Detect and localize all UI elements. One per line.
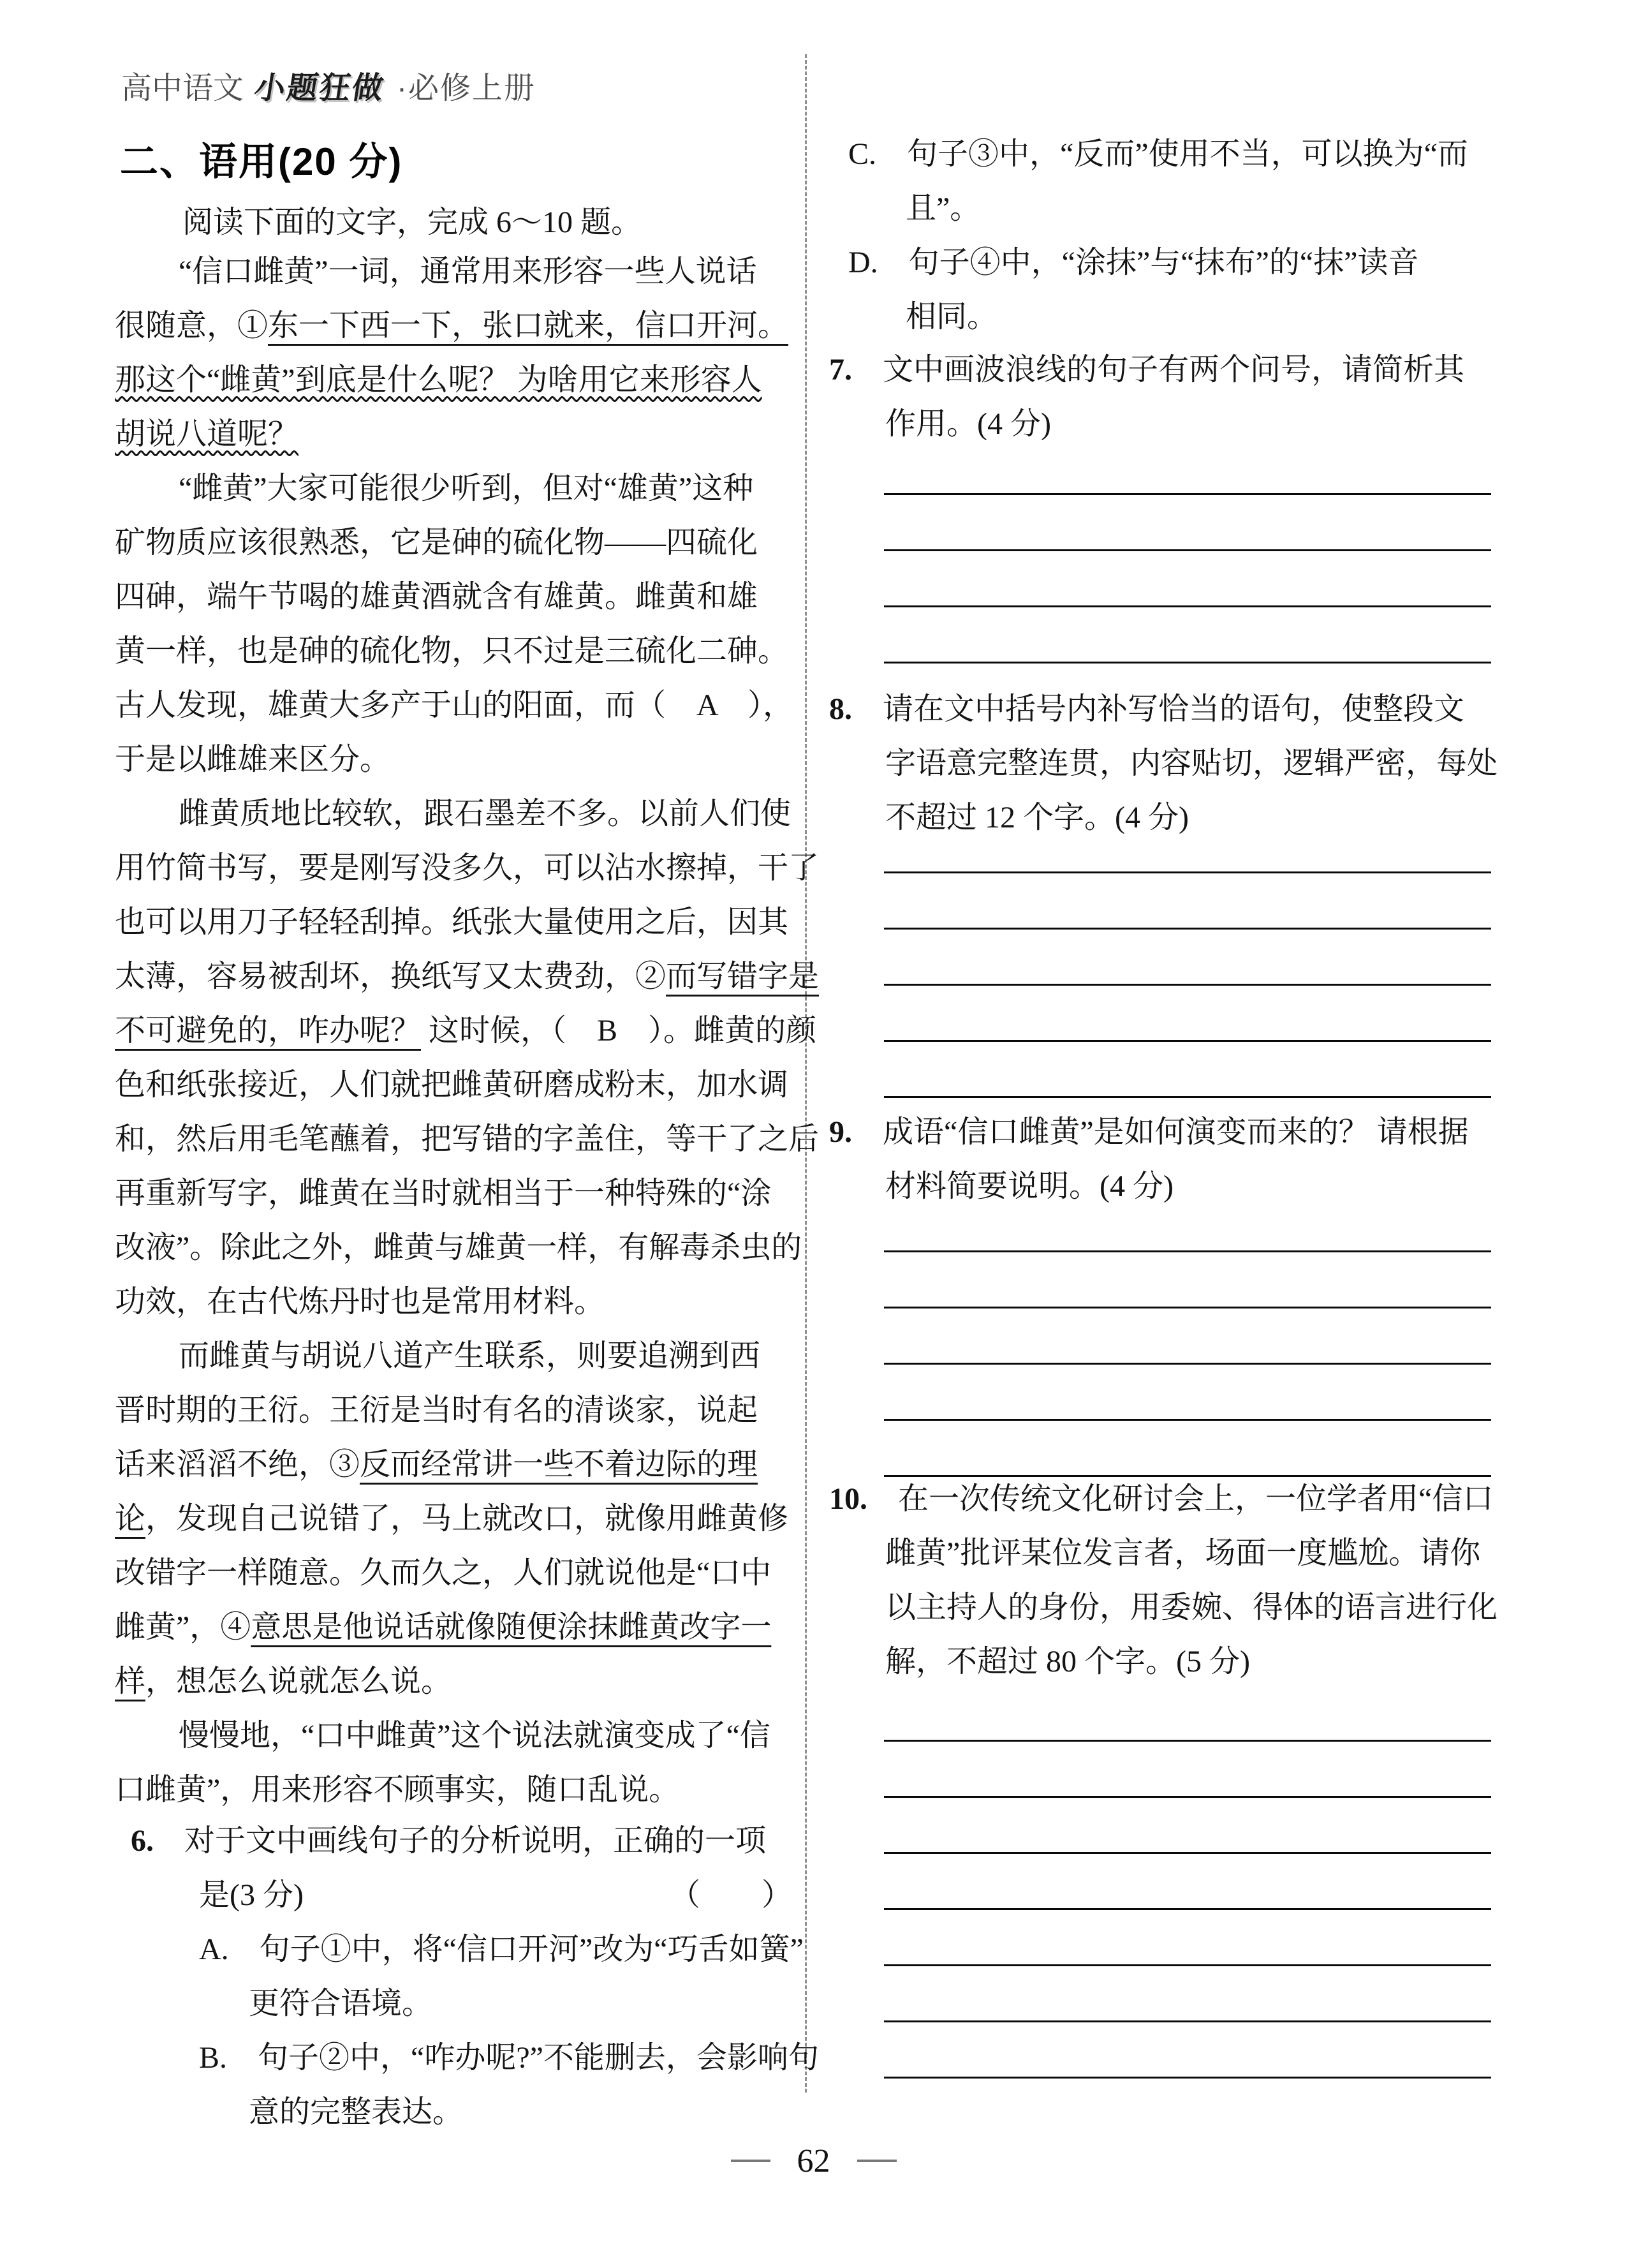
- text-line: [829, 127, 1557, 181]
- text-line: [115, 895, 792, 949]
- text-segment: 慢慢地，“口中雌黄”这个说法就演变成了“信: [179, 1719, 770, 1753]
- text-line: [829, 1526, 1557, 1580]
- text-segment: 晋时期的王衍。王衍是当时有名的清谈家，说起: [115, 1393, 758, 1427]
- text-segment: A. 句子①中，将“信口开河”改为“巧舌如簧”: [199, 1932, 804, 1966]
- text-line: [115, 1922, 804, 1976]
- passage-paragraph: [115, 1329, 792, 1708]
- text-line: [829, 290, 1557, 344]
- text-line: [115, 841, 820, 895]
- answer-line: [884, 1742, 1491, 1798]
- text-segment: 意的完整表达。: [249, 2095, 464, 2129]
- text-segment: 成语“信口雌黄”是如何演变而来的？ 请根据: [883, 1115, 1469, 1149]
- volume-label: ·必修上册: [397, 71, 536, 105]
- text-segment: 四砷，端午节喝的雄黄酒就含有雄黄。雌黄和雄: [115, 580, 758, 614]
- answer-choice-bracket: （ ）: [669, 1878, 792, 1912]
- text-line: [115, 1763, 792, 1817]
- underlined-text: 不可避免的，咋办呢？: [115, 1014, 422, 1048]
- question-7-answer-area: [884, 439, 1491, 663]
- text-line: [115, 1004, 817, 1058]
- column-divider: [805, 54, 807, 2093]
- page-header: [121, 63, 536, 107]
- answer-line: [884, 495, 1491, 551]
- text-segment: 改液”。除此之外，雌黄与雄黄一样，有解毒杀虫的: [115, 1231, 802, 1264]
- text-line: [115, 949, 820, 1004]
- passage-intro: 阅读下面的文字，完成 6～10 题。: [182, 205, 642, 239]
- text-segment: “雌黄”大家可能很少听到，但对“雄黄”这种: [179, 471, 754, 505]
- text-segment: 矿物质应该很熟悉，它是砷的硫化物——四硫化: [115, 526, 758, 560]
- text-segment: 且”。: [906, 191, 981, 225]
- question-9-answer-area: [884, 1196, 1491, 1477]
- answer-line: [884, 1365, 1491, 1421]
- text-segment: 雌黄”，④: [115, 1610, 251, 1644]
- text-line: [829, 1634, 1557, 1689]
- text-segment: 不超过 12 个字。(4 分): [885, 801, 1189, 834]
- answer-line: [884, 1308, 1491, 1365]
- text-line: [115, 461, 792, 515]
- text-line: [829, 235, 1557, 290]
- text-segment: 这时候，（ B ）。雌黄的颜: [421, 1014, 817, 1048]
- text-segment: 和，然后用毛笔蘸着，把写错的字盖住，等干了之后: [115, 1122, 820, 1156]
- question-6: [115, 1814, 819, 2139]
- text-segment: 更符合语境。: [249, 1987, 433, 2020]
- answer-line: [884, 817, 1491, 873]
- passage-paragraph: [115, 787, 820, 1329]
- text-line: [115, 732, 792, 787]
- text-segment: C. 句子③中，“反而”使用不当，可以换为“而: [848, 137, 1468, 171]
- reading-passage: [115, 244, 820, 1817]
- text-segment: ，想怎么说就怎么说。: [145, 1664, 452, 1698]
- text-line: [115, 570, 792, 624]
- text-segment: D. 句子④中，“涂抹”与“抹布”的“抹”读音: [848, 246, 1419, 279]
- text-line: [115, 353, 792, 407]
- text-segment: 雌黄”批评某位发言者，场面一度尴尬。请你: [885, 1536, 1481, 1570]
- page-footer: [0, 2138, 1627, 2183]
- question-number: 8.: [829, 692, 883, 726]
- text-line: [115, 678, 792, 732]
- text-line: [829, 1580, 1557, 1634]
- answer-line: [884, 873, 1491, 930]
- answer-line: [884, 1252, 1491, 1308]
- text-segment: 而雌黄与胡说八道产生联系，则要追溯到西: [179, 1339, 761, 1373]
- answer-line: [884, 439, 1491, 495]
- answer-line: [884, 551, 1491, 607]
- text-segment: 字语意完整连贯，内容贴切，逻辑严密，每处: [885, 746, 1498, 780]
- text-line: [115, 1654, 792, 1708]
- answer-line: [884, 1798, 1491, 1854]
- text-segment: 在一次传统文化研讨会上，一位学者用“信口: [898, 1482, 1494, 1516]
- text-line: [115, 1976, 792, 2031]
- text-line: [829, 1105, 1557, 1159]
- text-line: [115, 515, 792, 570]
- text-segment: 太薄，容易被刮坏，换纸写又太费劲，②: [115, 960, 666, 993]
- text-line: [115, 1600, 792, 1654]
- answer-line: [884, 607, 1491, 663]
- text-segment: 于是以雌雄来区分。: [115, 743, 391, 776]
- text-segment: 作用。(4 分): [885, 407, 1051, 441]
- underlined-text: 样: [115, 1664, 146, 1698]
- text-line: [829, 181, 1557, 235]
- text-line: [115, 1329, 792, 1383]
- text-segment: 再重新写字，雌黄在当时就相当于一种特殊的“涂: [115, 1176, 772, 1210]
- answer-line: [884, 1686, 1491, 1742]
- text-line: [115, 1166, 792, 1220]
- underlined-text: 反而经常讲一些不着边际的理: [360, 1448, 758, 1481]
- text-line: [115, 1220, 802, 1275]
- answer-line: [884, 1854, 1491, 1910]
- text-line: [115, 787, 792, 841]
- answer-line: [884, 1966, 1491, 2022]
- wavy-underlined-text: 胡说八道呢？: [115, 417, 299, 451]
- text-segment: 色和纸张接近，人们就把雌黄研磨成粉末，加水调: [115, 1068, 789, 1102]
- section-title: 二、语用(20 分): [120, 140, 403, 183]
- text-line: [115, 1437, 792, 1492]
- text-segment: B. 句子②中，“咋办呢?”不能删去，会影响句: [199, 2041, 819, 2075]
- question-10: [829, 1472, 1557, 1689]
- text-line: [115, 1383, 792, 1437]
- underlined-text: 意思是他说话就像随便涂抹雌黄改字一: [251, 1610, 772, 1644]
- text-segment: 解，不超过 80 个字。(5 分): [885, 1645, 1250, 1679]
- text-segment: 是(3 分): [199, 1878, 304, 1912]
- question-number: 9.: [829, 1115, 883, 1149]
- text-line: [829, 343, 1557, 397]
- answer-line: [884, 1042, 1491, 1098]
- wavy-underlined-text: 那这个“雌黄”到底是什么呢？ 为啥用它来形容人: [115, 363, 762, 397]
- text-segment: “信口雌黄”一词，通常用来形容一些人说话: [179, 255, 757, 288]
- text-segment: 功效，在古代炼丹时也是常用材料。: [115, 1285, 605, 1319]
- text-segment: 口雌黄”，用来形容不顾事实，随口乱说。: [115, 1773, 680, 1807]
- answer-line: [884, 2022, 1491, 2079]
- option-c: [829, 127, 1557, 235]
- text-segment: 很随意，①: [115, 309, 269, 343]
- text-line: [115, 1546, 792, 1600]
- option-d: [829, 235, 1557, 344]
- text-segment: 请在文中括号内补写恰当的语句，使整段文: [883, 692, 1465, 726]
- text-line: [115, 624, 792, 678]
- text-line: [115, 1112, 820, 1166]
- text-line: [115, 299, 792, 353]
- text-segment: 黄一样，也是砷的硫化物，只不过是三硫化二砷。: [115, 634, 789, 668]
- footer-dash-right: [857, 2160, 897, 2162]
- underlined-text: 东一下西一下，张口就来，信口开河。: [268, 309, 789, 343]
- passage-paragraph: [115, 461, 792, 787]
- text-line: [115, 1868, 792, 1922]
- passage-paragraph: [115, 1708, 792, 1817]
- course-label: 高中语文: [121, 71, 244, 105]
- text-line: [829, 1472, 1557, 1526]
- question-8-answer-area: [884, 817, 1491, 1098]
- question-number: 10.: [829, 1482, 899, 1516]
- text-segment: 话来滔滔不绝，③: [115, 1448, 360, 1481]
- answer-line: [884, 930, 1491, 986]
- underlined-text: 而写错字是: [666, 960, 820, 993]
- page-number: 62: [797, 2142, 830, 2179]
- text-segment: 古人发现，雄黄大多产于山的阳面，而（ A ），: [115, 688, 794, 722]
- text-line: [115, 2031, 819, 2085]
- text-segment: 以主持人的身份，用委婉、得体的语言进行化: [885, 1590, 1498, 1624]
- answer-line: [884, 1421, 1491, 1477]
- text-line: [115, 2085, 792, 2139]
- text-segment: ，发现自己说错了，马上就改口，就像用雌黄修: [145, 1502, 789, 1536]
- text-line: [829, 736, 1557, 790]
- text-line: [115, 1814, 792, 1868]
- text-segment: 改错字一样随意。久而久之，人们就说他是“口中: [115, 1556, 772, 1590]
- text-segment: 雌黄质地比较软，跟石墨差不多。以前人们使: [179, 797, 791, 831]
- text-line: [115, 1708, 792, 1763]
- text-segment: 材料简要说明。(4 分): [885, 1169, 1174, 1203]
- text-segment: 对于文中画线句子的分析说明，正确的一项: [184, 1824, 767, 1858]
- question-number: 6.: [131, 1824, 185, 1858]
- text-line: [115, 1275, 792, 1329]
- text-segment: 文中画波浪线的句子有两个问号，请简析其: [883, 353, 1465, 387]
- passage-paragraph: [115, 244, 792, 461]
- text-line: [115, 1058, 792, 1112]
- question-number: 7.: [829, 353, 883, 387]
- text-segment: 也可以用刀子轻轻刮掉。纸张大量使用之后，因其: [115, 905, 789, 939]
- underlined-text: 论: [115, 1502, 146, 1536]
- text-line: [829, 682, 1557, 736]
- answer-line: [884, 1196, 1491, 1252]
- text-line: [115, 407, 792, 461]
- text-line: [115, 244, 792, 299]
- footer-dash-left: [731, 2160, 770, 2162]
- answer-line: [884, 986, 1491, 1042]
- text-segment: 用竹简书写，要是刚写没多久，可以沾水擦掉，干了: [115, 851, 820, 885]
- brand-logo: 小题狂做: [252, 71, 388, 105]
- text-line: [115, 1492, 792, 1546]
- question-10-answer-area: [884, 1686, 1491, 2079]
- answer-line: [884, 1910, 1491, 1966]
- text-segment: 相同。: [906, 300, 998, 334]
- question-7: [829, 343, 1557, 451]
